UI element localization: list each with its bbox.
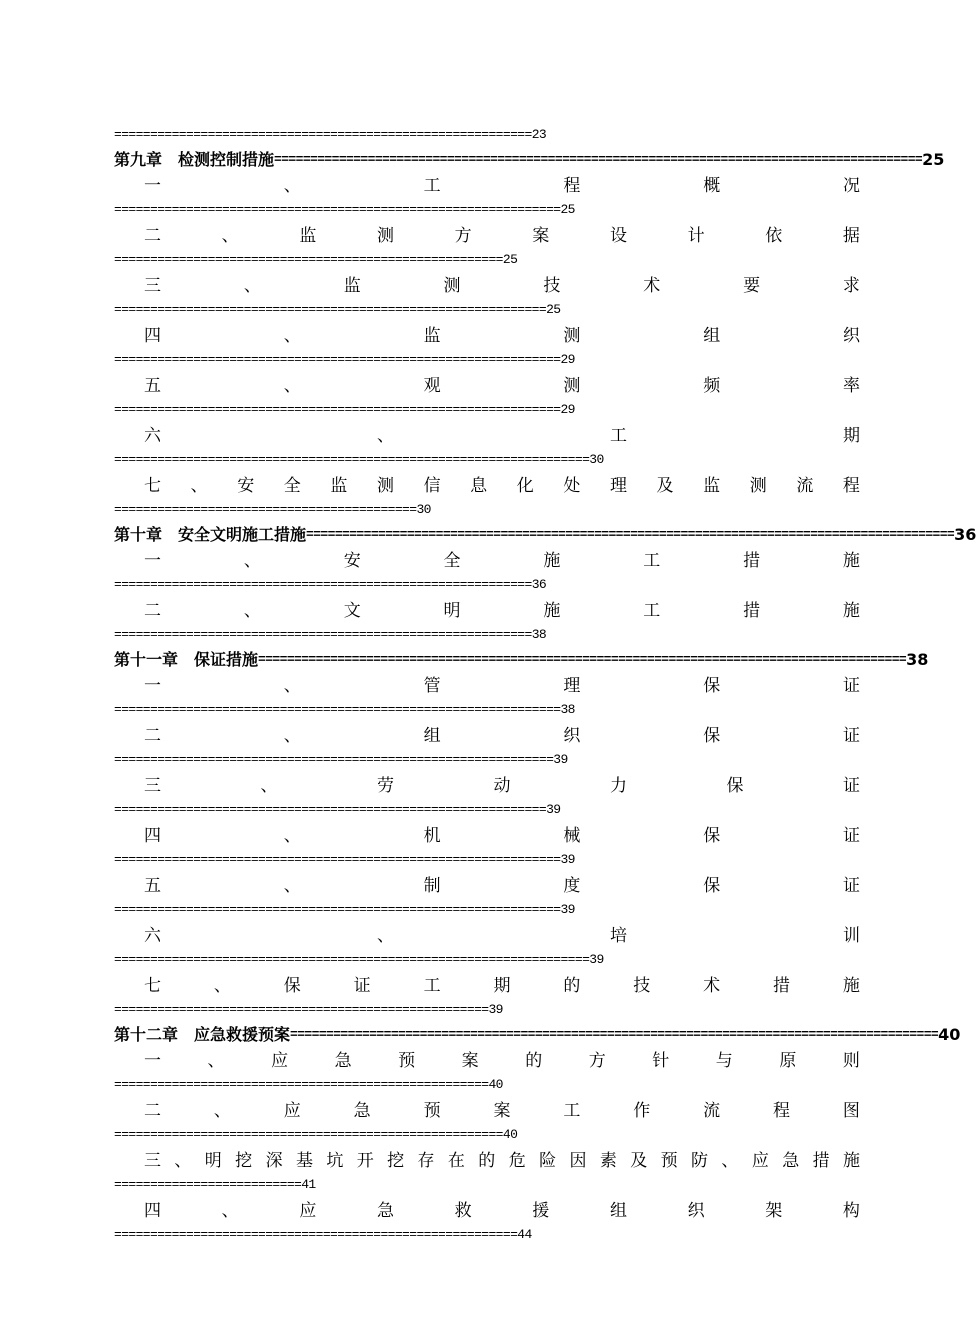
section-title-char: 、: [221, 1201, 239, 1221]
section-title-char: 措: [743, 601, 761, 621]
section-title-char: 组: [703, 326, 721, 346]
section-title-char: 度: [563, 876, 581, 896]
section-title-char: 设: [609, 226, 627, 246]
toc-leader-line: [114, 752, 860, 768]
section-title-char: 、: [377, 926, 394, 946]
section-title-char: 图: [842, 1101, 860, 1121]
leader-dots: ==================================================================: [114, 452, 590, 467]
section-title-char: 化: [516, 476, 534, 496]
section-title-char: 程: [563, 176, 581, 196]
chapter-title: 第十章 安全文明施工措施: [114, 525, 307, 544]
section-title-char: 、: [207, 1051, 225, 1071]
section-title-char: 监: [703, 476, 721, 496]
section-title-char: 措: [773, 976, 791, 996]
leader-dots: ====================================================: [114, 1002, 489, 1017]
toc-section-entry: [114, 424, 860, 448]
toc-leader-line: [114, 902, 860, 918]
section-title-char: 工: [563, 1101, 581, 1121]
toc-section-entry: [114, 824, 860, 848]
section-title-char: 因: [569, 1151, 587, 1171]
section-title-char: 观: [423, 376, 441, 396]
section-title-char: 六: [144, 926, 161, 946]
toc-leader-line: [114, 1002, 860, 1018]
section-title-char: 措: [743, 551, 761, 571]
page-number: 29: [560, 352, 575, 367]
toc-chapter-entry: [114, 148, 945, 172]
toc-section-entry: [114, 774, 860, 798]
section-title-char: 构: [842, 1201, 860, 1221]
toc-section-entry: [114, 724, 860, 748]
page-number: 36: [954, 525, 976, 544]
section-title-char: 训: [843, 926, 860, 946]
toc-leader-line: [114, 452, 860, 468]
leader-dots: ==========================================================================================: [274, 152, 923, 167]
page-number: 25: [922, 150, 945, 169]
page-number: 25: [502, 252, 518, 267]
section-title-char: 急: [376, 1201, 394, 1221]
section-title-char: 测: [563, 376, 581, 396]
toc-leader-line: [114, 127, 860, 143]
page-number: 41: [301, 1177, 316, 1192]
section-title-char: 流: [796, 476, 814, 496]
section-title-char: 安: [237, 476, 255, 496]
section-title-char: 期: [493, 976, 511, 996]
leader-dots: ========================================================: [114, 1227, 518, 1242]
section-title-char: 理: [563, 676, 581, 696]
section-title-char: 织: [687, 1201, 705, 1221]
section-title-char: 概: [703, 176, 721, 196]
toc-leader-line: [114, 502, 860, 518]
section-title-char: 文: [343, 601, 361, 621]
section-title-char: 监: [299, 226, 317, 246]
section-title-char: 证: [842, 726, 860, 746]
toc-leader-line: [114, 802, 860, 818]
leader-dots: ==========================================================: [114, 127, 532, 142]
toc-leader-line: [114, 252, 860, 268]
section-title-char: 程: [842, 476, 860, 496]
section-title-char: 测: [443, 276, 461, 296]
section-title-char: 求: [842, 276, 860, 296]
section-title-char: 械: [563, 826, 581, 846]
section-title-char: 、: [377, 426, 394, 446]
section-title-char: 及: [656, 476, 674, 496]
section-title-char: 与: [715, 1051, 733, 1071]
section-title-char: 、: [283, 726, 301, 746]
section-title-char: 证: [843, 776, 860, 796]
section-title-char: 监: [423, 326, 441, 346]
page-number: 25: [560, 202, 575, 217]
toc-leader-line: [114, 1127, 860, 1143]
section-title-char: 急: [782, 1151, 800, 1171]
section-title-char: 深: [265, 1151, 283, 1171]
section-title-char: 培: [610, 926, 627, 946]
section-title-char: 五: [144, 876, 161, 896]
page-number: 39: [589, 952, 604, 967]
section-title-char: 证: [842, 826, 860, 846]
section-title-char: 计: [687, 226, 705, 246]
section-title-char: 危: [508, 1151, 526, 1171]
section-title-char: 、: [213, 1101, 231, 1121]
section-title-char: 、: [283, 826, 301, 846]
section-title-char: 、: [260, 776, 278, 796]
section-title-char: 工: [610, 426, 627, 446]
section-title-char: 保: [703, 726, 721, 746]
leader-dots: ======================================================: [114, 1127, 503, 1142]
page-number: 44: [517, 1227, 532, 1242]
section-title-char: 术: [703, 976, 721, 996]
section-title-char: 六: [144, 426, 161, 446]
leader-dots: =============================================================: [114, 752, 554, 767]
section-title-char: 一: [144, 176, 161, 196]
section-title-char: 测: [376, 476, 394, 496]
leader-dots: ==========================================================================================: [306, 527, 955, 542]
section-title-char: 案: [461, 1051, 479, 1071]
leader-dots: ==========================================================================================: [258, 652, 907, 667]
toc-leader-line: [114, 202, 860, 218]
section-title-char: 二: [144, 726, 161, 746]
section-title-char: 保: [283, 976, 301, 996]
section-title-char: 五: [144, 376, 161, 396]
section-title-char: 一: [144, 1051, 161, 1071]
section-title-char: 安: [343, 551, 361, 571]
section-title-char: 方: [588, 1051, 606, 1071]
page-number: 39: [488, 1002, 503, 1017]
section-title-char: 流: [703, 1101, 721, 1121]
section-title-char: 、: [283, 376, 301, 396]
toc-chapter-entry: [114, 523, 976, 547]
toc-leader-line: [114, 302, 860, 318]
section-title-char: 素: [599, 1151, 617, 1171]
toc-leader-line: [114, 702, 860, 718]
toc-section-entry: [114, 1199, 860, 1223]
section-title-char: 监: [330, 476, 348, 496]
toc-chapter-entry: [114, 648, 929, 672]
section-title-char: 动: [493, 776, 511, 796]
section-title-char: 二: [144, 1101, 161, 1121]
section-title-char: 存: [417, 1151, 435, 1171]
section-title-char: 四: [144, 326, 161, 346]
section-title-char: 三: [144, 276, 161, 296]
section-title-char: 据: [842, 226, 860, 246]
leader-dots: ==========================================: [114, 502, 417, 517]
section-title-char: 挖: [387, 1151, 405, 1171]
toc-section-entry: [114, 374, 860, 398]
toc-leader-line: [114, 852, 860, 868]
section-title-char: 救: [454, 1201, 472, 1221]
section-title-char: 针: [652, 1051, 670, 1071]
page-number: 39: [546, 802, 561, 817]
section-title-char: 理: [609, 476, 627, 496]
leader-dots: ==============================================================: [114, 852, 561, 867]
section-title-char: 、: [283, 176, 301, 196]
section-title-char: 频: [703, 376, 721, 396]
section-title-char: 力: [610, 776, 627, 796]
section-title-char: 应: [751, 1151, 769, 1171]
page-number: 40: [502, 1127, 518, 1142]
page-number: 39: [560, 852, 575, 867]
page-number: 25: [546, 302, 561, 317]
section-title-char: 急: [334, 1051, 352, 1071]
toc-section-entry: [114, 874, 860, 898]
toc-leader-line: [114, 352, 860, 368]
section-title-char: 全: [443, 551, 461, 571]
section-title-char: 、: [221, 226, 239, 246]
section-title-char: 技: [543, 276, 561, 296]
section-title-char: 期: [843, 426, 860, 446]
section-title-char: 则: [842, 1051, 860, 1071]
section-title-char: 二: [144, 601, 161, 621]
section-title-char: 的: [478, 1151, 496, 1171]
toc-chapter-entry: [114, 1023, 961, 1047]
chapter-title: 第十二章 应急救援预案: [114, 1025, 291, 1044]
section-title-char: 依: [765, 226, 783, 246]
toc-section-entry: [114, 924, 860, 948]
toc-leader-line: [114, 1177, 860, 1193]
toc-section-entry: [114, 1099, 860, 1123]
section-title-char: 技: [633, 976, 651, 996]
section-title-char: 证: [842, 876, 860, 896]
section-title-char: 、: [243, 601, 261, 621]
toc-leader-line: [114, 1227, 860, 1243]
page-number: 38: [531, 627, 547, 642]
section-title-char: 、: [283, 676, 301, 696]
section-title-char: 七: [144, 476, 161, 496]
chapter-title: 第九章 检测控制措施: [114, 150, 275, 169]
chapter-title: 第十一章 保证措施: [114, 650, 259, 669]
section-title-char: 、: [721, 1151, 739, 1171]
section-title-char: 工: [423, 976, 441, 996]
section-title-char: 三: [144, 1151, 161, 1171]
leader-dots: ==============================================================: [114, 352, 561, 367]
section-title-char: 案: [532, 226, 550, 246]
toc-section-entry: [114, 224, 860, 248]
toc-leader-line: [114, 577, 860, 593]
leader-dots: ==============================================================: [114, 702, 561, 717]
section-title-char: 架: [765, 1201, 783, 1221]
leader-dots: ==========================================================: [114, 627, 532, 642]
section-title-char: 基: [295, 1151, 313, 1171]
section-title-char: 七: [144, 976, 161, 996]
toc-section-entry: [114, 599, 860, 623]
section-title-char: 劳: [377, 776, 394, 796]
section-title-char: 方: [454, 226, 472, 246]
section-title-char: 案: [493, 1101, 511, 1121]
section-title-char: 坑: [326, 1151, 344, 1171]
section-title-char: 应: [271, 1051, 289, 1071]
toc-section-entry: [114, 1049, 860, 1073]
section-title-char: 原: [779, 1051, 797, 1071]
section-title-char: 、: [174, 1151, 192, 1171]
section-title-char: 织: [842, 326, 860, 346]
section-title-char: 测: [749, 476, 767, 496]
section-title-char: 要: [743, 276, 761, 296]
section-title-char: 术: [643, 276, 661, 296]
section-title-char: 及: [630, 1151, 648, 1171]
toc-section-entry: [114, 1149, 860, 1173]
section-title-char: 施: [842, 976, 860, 996]
section-title-char: 急: [353, 1101, 371, 1121]
section-title-char: 施: [842, 601, 860, 621]
section-title-char: 施: [842, 1151, 860, 1171]
section-title-char: 、: [243, 551, 261, 571]
page-number: 39: [553, 752, 568, 767]
leader-dots: ============================================================: [114, 302, 547, 317]
section-title-char: 织: [563, 726, 581, 746]
section-title-char: 四: [144, 826, 161, 846]
section-title-char: 的: [525, 1051, 543, 1071]
section-title-char: 应: [283, 1101, 301, 1121]
section-title-char: 组: [609, 1201, 627, 1221]
leader-dots: ====================================================: [114, 1077, 489, 1092]
section-title-char: 援: [532, 1201, 550, 1221]
toc-section-entry: [114, 674, 860, 698]
leader-dots: ==============================================================: [114, 902, 561, 917]
leader-dots: ==============================================================: [114, 202, 561, 217]
section-title-char: 、: [243, 276, 261, 296]
toc-section-entry: [114, 549, 860, 573]
section-title-char: 工: [423, 176, 441, 196]
section-title-char: 证: [842, 676, 860, 696]
section-title-char: 预: [660, 1151, 678, 1171]
section-title-char: 、: [283, 876, 301, 896]
page-number: 23: [531, 127, 547, 142]
toc-section-entry: [114, 174, 860, 198]
section-title-char: 信: [423, 476, 441, 496]
toc-leader-line: [114, 952, 860, 968]
page-number: 39: [560, 902, 575, 917]
section-title-char: 况: [842, 176, 860, 196]
section-title-char: 证: [353, 976, 371, 996]
section-title-char: 、: [283, 326, 301, 346]
page-number: 38: [906, 650, 929, 669]
section-title-char: 明: [204, 1151, 222, 1171]
toc-leader-line: [114, 402, 860, 418]
leader-dots: ============================================================: [114, 802, 547, 817]
leader-dots: ======================================================: [114, 252, 503, 267]
section-title-char: 措: [812, 1151, 830, 1171]
section-title-char: 保: [703, 876, 721, 896]
section-title-char: 一: [144, 551, 161, 571]
leader-dots: ==================================================================: [114, 952, 590, 967]
page-number: 40: [938, 1025, 961, 1044]
toc-section-entry: [114, 274, 860, 298]
toc-section-entry: [114, 474, 860, 498]
section-title-char: 施: [842, 551, 860, 571]
toc-section-entry: [114, 974, 860, 998]
section-title-char: 、: [190, 476, 208, 496]
section-title-char: 三: [144, 776, 161, 796]
section-title-char: 测: [376, 226, 394, 246]
section-title-char: 作: [633, 1101, 651, 1121]
section-title-char: 处: [563, 476, 581, 496]
toc-leader-line: [114, 1077, 860, 1093]
section-title-char: 的: [563, 976, 581, 996]
page-number: 40: [488, 1077, 503, 1092]
section-title-char: 组: [423, 726, 441, 746]
section-title-char: 二: [144, 226, 161, 246]
section-title-char: 测: [563, 326, 581, 346]
page-number: 30: [416, 502, 431, 517]
leader-dots: ==========================================================================================: [290, 1027, 939, 1042]
section-title-char: 保: [703, 826, 721, 846]
section-title-char: 施: [543, 601, 561, 621]
section-title-char: 四: [144, 1201, 161, 1221]
section-title-char: 保: [703, 676, 721, 696]
leader-dots: ==============================================================: [114, 402, 561, 417]
section-title-char: 程: [773, 1101, 791, 1121]
section-title-char: 挖: [235, 1151, 253, 1171]
section-title-char: 息: [470, 476, 488, 496]
section-title-char: 、: [213, 976, 231, 996]
leader-dots: ==========================================================: [114, 577, 532, 592]
section-title-char: 防: [691, 1151, 709, 1171]
section-title-char: 在: [447, 1151, 465, 1171]
section-title-char: 工: [643, 551, 661, 571]
section-title-char: 预: [423, 1101, 441, 1121]
page-number: 38: [560, 702, 575, 717]
section-title-char: 险: [539, 1151, 557, 1171]
section-title-char: 明: [443, 601, 461, 621]
section-title-char: 施: [543, 551, 561, 571]
section-title-char: 管: [423, 676, 441, 696]
section-title-char: 一: [144, 676, 161, 696]
section-title-char: 率: [842, 376, 860, 396]
toc-section-entry: [114, 324, 860, 348]
section-title-char: 应: [299, 1201, 317, 1221]
section-title-char: 全: [283, 476, 301, 496]
section-title-char: 开: [356, 1151, 374, 1171]
page-number: 36: [531, 577, 547, 592]
section-title-char: 制: [423, 876, 441, 896]
page-number: 29: [560, 402, 575, 417]
leader-dots: ==========================: [114, 1177, 302, 1192]
page-number: 30: [589, 452, 604, 467]
section-title-char: 预: [398, 1051, 416, 1071]
section-title-char: 工: [643, 601, 661, 621]
section-title-char: 机: [423, 826, 441, 846]
section-title-char: 监: [343, 276, 361, 296]
toc-leader-line: [114, 627, 860, 643]
section-title-char: 保: [726, 776, 744, 796]
